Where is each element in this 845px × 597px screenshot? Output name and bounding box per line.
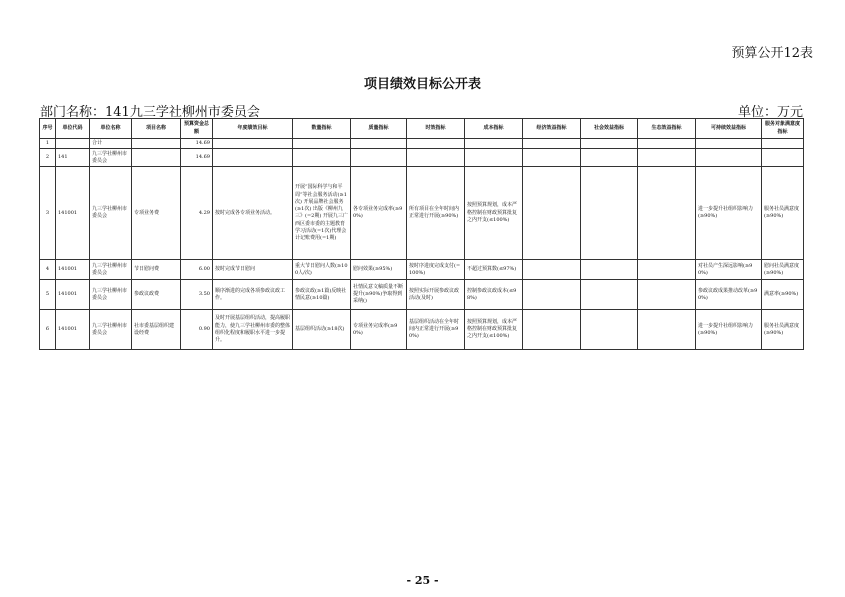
cell-quality: 社情民意文稿质量不断提升(≥90%)争取得到采纳() [351, 280, 407, 310]
cell-economic [523, 149, 581, 167]
cell-ecological [638, 310, 696, 350]
cell-cost: 按照预算规划，成本严格控制在财政预算批复之内开支(≤100%) [465, 167, 523, 260]
header-quantity: 数量指标 [293, 119, 351, 139]
header-social: 社会效益指标 [581, 119, 638, 139]
cell-social [581, 280, 638, 310]
cell-unit-name: 九三学社柳州市委员会 [90, 167, 132, 260]
cell-quality [351, 139, 407, 149]
cell-satisfaction [762, 139, 804, 149]
cell-project [132, 139, 181, 149]
cell-unit-name: 九三学社柳州市委员会 [90, 310, 132, 350]
cell-economic [523, 167, 581, 260]
cell-code: 141001 [56, 310, 90, 350]
cell-timeliness [407, 139, 465, 149]
cell-amount: 3.50 [181, 280, 213, 310]
table-row [40, 167, 804, 260]
header-quality: 质量指标 [351, 119, 407, 139]
cell-unit-name: 九三学社柳州市委员会 [90, 260, 132, 280]
cell-code: 141 [56, 149, 90, 167]
cell-amount: 0.90 [181, 310, 213, 350]
cell-amount: 14.69 [181, 149, 213, 167]
cell-cost [465, 139, 523, 149]
cell-no: 4 [40, 260, 56, 280]
cell-ecological [638, 167, 696, 260]
header-project: 项目名称 [132, 119, 181, 139]
cell-quantity [293, 149, 351, 167]
cell-ecological [638, 260, 696, 280]
cell-unit-name: 合计 [90, 139, 132, 149]
table-row [40, 139, 804, 149]
table-header-row [40, 119, 804, 139]
cell-timeliness: 所有项目在全年时间内正常进行开展(≥90%) [407, 167, 465, 260]
cell-social [581, 149, 638, 167]
cell-quality: 专项业务完成率(≥90%) [351, 310, 407, 350]
cell-quality: 各专项业务完成率(≥90%) [351, 167, 407, 260]
cell-social [581, 260, 638, 280]
cell-quantity: 参政议政(≥1篇)反映社情民意(≥10篇) [293, 280, 351, 310]
cell-ecological [638, 280, 696, 310]
cell-code: 141001 [56, 260, 90, 280]
cell-quantity: 重大节日慰问人数(≥100人/次) [293, 260, 351, 280]
cell-project: 节日慰问费 [132, 260, 181, 280]
table-row [40, 310, 804, 350]
header-ecological: 生态效益指标 [638, 119, 696, 139]
cell-economic [523, 280, 581, 310]
cell-economic [523, 310, 581, 350]
table-row [40, 149, 804, 167]
cell-satisfaction: 服务社员满意度(≥90%) [762, 167, 804, 260]
header-code: 单位代码 [56, 119, 90, 139]
table-row [40, 260, 804, 280]
cell-sustainable: 参政议政成果推动改革(≥90%) [696, 280, 762, 310]
cell-quantity: 基层组织活动(≥18次) [293, 310, 351, 350]
cell-timeliness: 按照实际开展参政议政活动(及时) [407, 280, 465, 310]
cell-economic [523, 139, 581, 149]
cell-sustainable: 进一步提升社组织影响力(≥90%) [696, 167, 762, 260]
cell-timeliness: 基层组织活动在全年时间内正常进行开展(≥90%) [407, 310, 465, 350]
cell-cost [465, 149, 523, 167]
cell-amount: 4.29 [181, 167, 213, 260]
cell-goal: 及时开展基层组织活动，提高履职能力，使九三学社柳州市委的整体组织化程度和履职水平进一步提升。 [213, 310, 293, 350]
cell-sustainable [696, 139, 762, 149]
cell-sustainable [696, 149, 762, 167]
cell-satisfaction: 满意率(≥90%) [762, 280, 804, 310]
cell-quality: 慰问效果(≥95%) [351, 260, 407, 280]
cell-no: 2 [40, 149, 56, 167]
header-timeliness: 时效指标 [407, 119, 465, 139]
cell-ecological [638, 149, 696, 167]
cell-satisfaction [762, 149, 804, 167]
page-label: 预算公开12表 [731, 46, 813, 61]
cell-ecological [638, 139, 696, 149]
department-name: 部门名称：141九三学社柳州市委员会 [40, 105, 260, 120]
cell-timeliness [407, 149, 465, 167]
cell-quality [351, 149, 407, 167]
header-amount: 预算资金总额 [181, 119, 213, 139]
cell-code [56, 139, 90, 149]
page-title: 项目绩效目标公开表 [363, 77, 481, 92]
cell-no: 1 [40, 139, 56, 149]
cell-goal: 按时完成各专项业务活动。 [213, 167, 293, 260]
header-economic: 经济效益指标 [523, 119, 581, 139]
cell-cost: 不超过预算数(≤97%) [465, 260, 523, 280]
cell-code: 141001 [56, 167, 90, 260]
cell-economic [523, 260, 581, 280]
cell-sustainable: 对社员产生深远影响(≥90%) [696, 260, 762, 280]
header-unit-name: 单位名称 [90, 119, 132, 139]
header-no: 序号 [40, 119, 56, 139]
cell-goal [213, 139, 293, 149]
cell-code: 141001 [56, 280, 90, 310]
cell-amount: 6.00 [181, 260, 213, 280]
cell-quantity: 开展“国际科学与和平周”等社会服务活动(≥1次) 开展品牌社会服务(≥1次) 出版《柳州九三》(=2期) 开展九三广西区委市委的主题教育学习活动(=1次)代理会计记账费用(=1期) [293, 167, 351, 260]
cell-sustainable: 进一步提升社组织影响力(≥90%) [696, 310, 762, 350]
cell-project: 专项业务费 [132, 167, 181, 260]
cell-unit-name: 九三学社柳州市委员会 [90, 149, 132, 167]
cell-unit-name: 九三学社柳州市委员会 [90, 280, 132, 310]
cell-cost: 控制参政议政成本(≤98%) [465, 280, 523, 310]
cell-no: 5 [40, 280, 56, 310]
cell-satisfaction: 慰问社员满意度(≥90%) [762, 260, 804, 280]
header-goal: 年度绩效目标 [213, 119, 293, 139]
cell-project: 参政议政费 [132, 280, 181, 310]
cell-project [132, 149, 181, 167]
header-sustainable: 可持续效益指标 [696, 119, 762, 139]
page-number: - 25 - [406, 574, 439, 587]
cell-cost: 按照预算规划，成本严格控制在财政预算批复之内开支(≤100%) [465, 310, 523, 350]
header-cost: 成本指标 [465, 119, 523, 139]
cell-satisfaction: 服务社员满意度(≥90%) [762, 310, 804, 350]
cell-social [581, 139, 638, 149]
cell-quantity [293, 139, 351, 149]
table-row [40, 280, 804, 310]
cell-amount: 14.69 [181, 139, 213, 149]
cell-goal [213, 149, 293, 167]
cell-no: 6 [40, 310, 56, 350]
cell-social [581, 167, 638, 260]
cell-timeliness: 按时序进度完成支付(=100%) [407, 260, 465, 280]
cell-goal: 按时完成节日慰问 [213, 260, 293, 280]
cell-social [581, 310, 638, 350]
cell-goal: 顺序渐进的完成各项参政议政工作。 [213, 280, 293, 310]
unit-label: 单位：万元 [737, 105, 803, 120]
cell-no: 3 [40, 167, 56, 260]
cell-project: 社市委基层组织建设经费 [132, 310, 181, 350]
performance-table [39, 118, 804, 350]
header-satisfaction: 服务对象满意度指标 [762, 119, 804, 139]
